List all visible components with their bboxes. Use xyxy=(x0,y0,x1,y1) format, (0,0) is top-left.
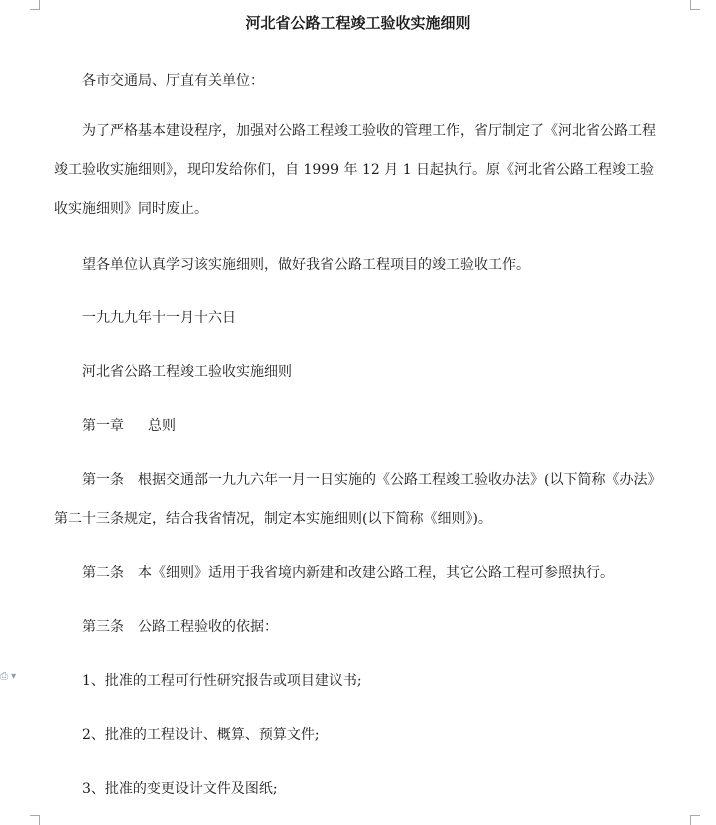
crop-mark-top-right xyxy=(690,0,700,10)
article-3-label: 第三条 xyxy=(82,619,124,635)
list-item: 1、批准的工程可行性研究报告或项目建议书; xyxy=(82,673,362,689)
request-paragraph: 望各单位认真学习该实施细则，做好我省公路工程项目的竣工验收工作。 xyxy=(82,257,530,273)
list-item: 3、批准的变更设计文件及图纸; xyxy=(82,781,278,797)
salutation: 各市交通局、厅直有关单位： xyxy=(82,73,264,89)
side-format-icon[interactable]: ⎙ ▾ xyxy=(0,671,17,682)
article-1-text: 根据交通部一九九六年一月一日实施的《公路工程竣工验收办法》(以下简称《办法》 xyxy=(138,472,662,488)
article-1-line-2: 第二十三条规定，结合我省情况，制定本实施细则(以下简称《细则》)。 xyxy=(54,511,492,527)
document-heading: 河北省公路工程竣工验收实施细则 xyxy=(82,364,292,380)
article-1-label: 第一条 xyxy=(82,472,124,488)
intro-paragraph: 为了严格基本建设程序，加强对公路工程竣工验收的管理工作，省厅制定了《河北省公路工程竣工验收实施细则》，现印发给你们，自 1999 年 12 月 1 日起执行。原《河北省公路工程竣工验收实施细则》同时废止。 xyxy=(54,123,656,217)
date-line: 一九九九年十一月十六日 xyxy=(82,310,236,326)
document-title: 河北省公路工程竣工验收实施细则 xyxy=(245,14,471,32)
article-2-text: 本《细则》适用于我省境内新建和改建公路工程，其它公路工程可参照执行。 xyxy=(138,565,614,581)
article-1-line-1 xyxy=(82,469,661,489)
chapter-name: 总则 xyxy=(148,418,176,434)
chapter-number: 第一章 xyxy=(82,418,124,434)
article-2-label: 第二条 xyxy=(82,565,124,581)
article-2 xyxy=(82,562,614,582)
article-3-text: 公路工程验收的依据： xyxy=(138,619,278,635)
chapter-heading xyxy=(82,415,176,435)
list-item: 2、批准的工程设计、概算、预算文件; xyxy=(82,727,320,743)
crop-mark-top-left xyxy=(30,0,40,10)
article-3 xyxy=(82,616,278,636)
